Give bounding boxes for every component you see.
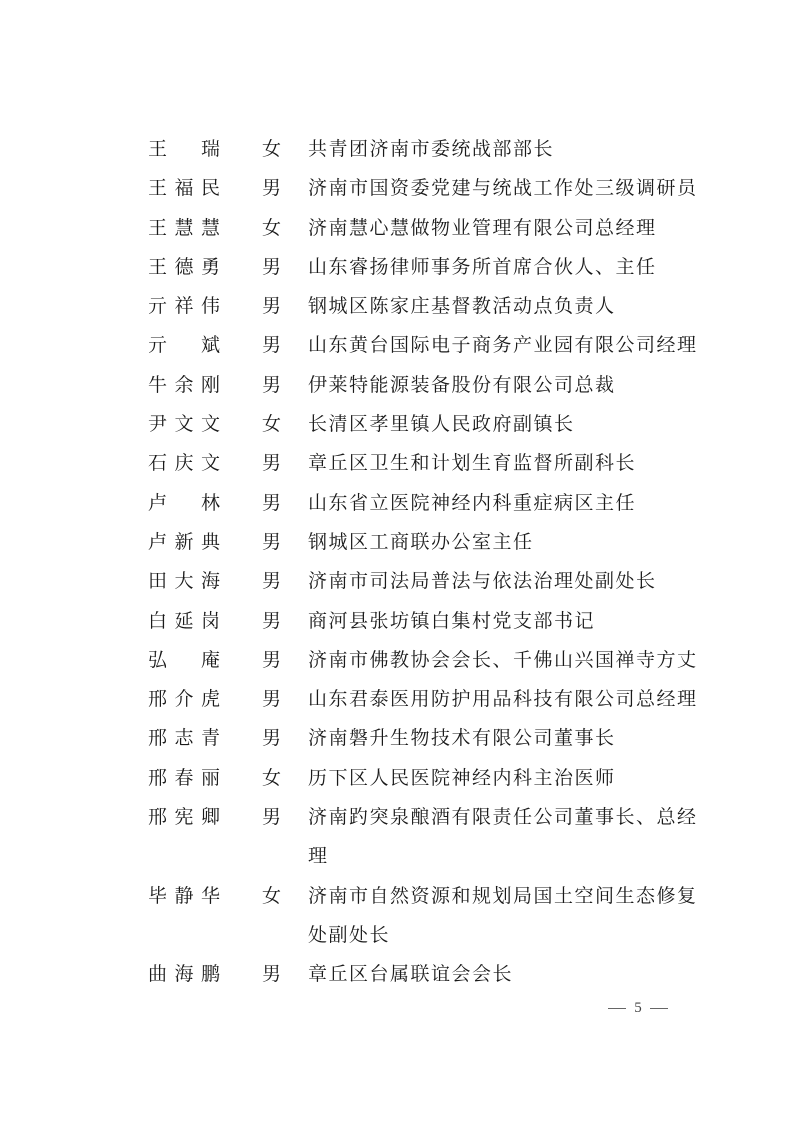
- member-name: [148, 326, 258, 365]
- member-name-char: 丽: [200, 766, 220, 789]
- member-name-char: 福: [174, 177, 194, 200]
- member-name-char: 斌: [200, 334, 220, 357]
- member-name-char: 卿: [200, 806, 220, 829]
- member-roster: [148, 130, 708, 995]
- page-number-dash-left: [608, 1008, 626, 1009]
- member-gender: 男: [262, 688, 282, 711]
- member-name: [148, 130, 258, 169]
- member-title: 山东睿扬律师事务所首席合伙人、主任: [308, 255, 657, 278]
- member-name: [148, 484, 258, 523]
- member-name: [148, 719, 258, 758]
- member-gender: 男: [262, 727, 282, 750]
- member-name: [148, 759, 258, 798]
- member-title: 济南磐升生物技术有限公司董事长: [308, 727, 616, 750]
- member-name-char: 余: [174, 373, 194, 396]
- roster-row: [148, 209, 708, 248]
- member-title: 山东君泰医用防护用品科技有限公司总经理: [308, 688, 698, 711]
- member-title: 山东黄台国际电子商务产业园有限公司经理: [308, 334, 698, 357]
- member-gender: 男: [262, 295, 282, 318]
- member-name-char: 尹: [148, 413, 168, 436]
- roster-row: [148, 130, 708, 169]
- member-name-char: 邢: [148, 688, 168, 711]
- member-name: [148, 287, 258, 326]
- member-gender: 男: [262, 491, 282, 514]
- member-name-char: 文: [200, 413, 220, 436]
- member-name: [148, 641, 258, 680]
- member-name-char: 石: [148, 452, 168, 475]
- member-name-char: 王: [148, 255, 168, 278]
- member-name-char: 王: [148, 216, 168, 239]
- member-name: [148, 562, 258, 601]
- member-title: 济南市自然资源和规划局国土空间生态修复处副处长: [308, 884, 698, 946]
- member-name-char: 慧: [174, 216, 194, 239]
- roster-row: [148, 287, 708, 326]
- roster-row: [148, 798, 708, 877]
- member-name-char: 曲: [148, 963, 168, 986]
- member-name-char: 大: [174, 570, 194, 593]
- roster-row: [148, 877, 708, 956]
- member-name-char: 岗: [200, 609, 220, 632]
- member-gender: 男: [262, 177, 282, 200]
- member-name-char: 邢: [148, 727, 168, 750]
- member-name-char: 虎: [200, 688, 220, 711]
- member-gender: 男: [262, 255, 282, 278]
- member-name-char: 林: [200, 491, 220, 514]
- member-name: [148, 523, 258, 562]
- member-gender: 女: [262, 884, 282, 907]
- member-name-char: 邢: [148, 806, 168, 829]
- member-name: [148, 248, 258, 287]
- member-name-char: 王: [148, 177, 168, 200]
- member-name-char: 青: [200, 727, 220, 750]
- member-gender: 男: [262, 609, 282, 632]
- roster-row: [148, 169, 708, 208]
- member-name-char: 祥: [174, 295, 194, 318]
- member-name-char: 介: [174, 688, 194, 711]
- member-name-char: 弘: [148, 648, 168, 671]
- member-name-char: 瑞: [200, 138, 220, 160]
- roster-row: [148, 405, 708, 444]
- member-name: [148, 798, 258, 837]
- member-gender: 女: [262, 216, 282, 239]
- member-name: [148, 169, 258, 208]
- member-name-char: 海: [174, 963, 194, 986]
- member-name-char: 新: [174, 530, 194, 553]
- member-name-char: 毕: [148, 884, 168, 907]
- member-gender: 女: [262, 413, 282, 436]
- member-name: [148, 366, 258, 405]
- member-gender: 男: [262, 334, 282, 357]
- roster-row: [148, 366, 708, 405]
- member-title: 长清区孝里镇人民政府副镇长: [308, 413, 575, 436]
- member-name-char: 民: [200, 177, 220, 200]
- member-name-char: 勇: [200, 255, 220, 278]
- member-name-char: 海: [200, 570, 220, 593]
- roster-row: [148, 248, 708, 287]
- member-gender: 男: [262, 452, 282, 475]
- member-name-char: 延: [174, 609, 194, 632]
- member-gender: 男: [262, 806, 282, 829]
- roster-row: [148, 523, 708, 562]
- member-gender: 男: [262, 373, 282, 396]
- member-name-char: 田: [148, 570, 168, 593]
- member-title: 济南趵突泉酿酒有限责任公司董事长、总经理: [308, 806, 698, 868]
- member-name-char: 庆: [174, 452, 194, 475]
- member-title: 章丘区台属联谊会会长: [308, 963, 514, 986]
- member-name-char: 亓: [148, 295, 168, 318]
- member-title: 章丘区卫生和计划生育监督所副科长: [308, 452, 637, 475]
- member-name-char: 王: [148, 138, 168, 160]
- member-name: [148, 405, 258, 444]
- member-name-char: 静: [174, 884, 194, 907]
- roster-row: [148, 641, 708, 680]
- roster-row: [148, 719, 708, 758]
- roster-row: [148, 562, 708, 601]
- member-name-char: 牛: [148, 373, 168, 396]
- member-name: [148, 602, 258, 641]
- member-name-char: 刚: [200, 373, 220, 396]
- member-name-char: 邢: [148, 766, 168, 789]
- member-title: 济南市司法局普法与依法治理处副处长: [308, 570, 657, 593]
- member-name-char: 德: [174, 255, 194, 278]
- member-name-char: 春: [174, 766, 194, 789]
- member-name-char: 鹏: [200, 963, 220, 986]
- page-number-value: 5: [634, 1000, 642, 1016]
- member-title: 济南市佛教协会会长、千佛山兴国禅寺方丈: [308, 648, 698, 671]
- member-name-char: 卢: [148, 530, 168, 553]
- member-name-char: 华: [200, 884, 220, 907]
- member-gender: 男: [262, 570, 282, 593]
- member-title: 伊莱特能源装备股份有限公司总裁: [308, 373, 616, 396]
- member-name-char: 慧: [200, 216, 220, 239]
- member-gender: 男: [262, 530, 282, 553]
- member-gender: 女: [262, 138, 282, 160]
- roster-row: [148, 680, 708, 719]
- member-name-char: 伟: [200, 295, 220, 318]
- member-gender: 女: [262, 766, 282, 789]
- member-title: 济南慧心慧做物业管理有限公司总经理: [308, 216, 657, 239]
- member-title: 商河县张坊镇白集村党支部书记: [308, 609, 596, 632]
- member-title: 山东省立医院神经内科重症病区主任: [308, 491, 637, 514]
- member-name-char: 白: [148, 609, 168, 632]
- roster-row: [148, 602, 708, 641]
- member-name-char: 庵: [200, 648, 220, 671]
- member-title: 共青团济南市委统战部部长: [308, 138, 555, 160]
- member-name: [148, 680, 258, 719]
- member-name: [148, 877, 258, 916]
- member-name-char: 文: [200, 452, 220, 475]
- member-name-char: 卢: [148, 491, 168, 514]
- member-title: 历下区人民医院神经内科主治医师: [308, 766, 616, 789]
- member-title: 钢城区陈家庄基督教活动点负责人: [308, 295, 616, 318]
- member-title: 济南市国资委党建与统战工作处三级调研员: [308, 177, 698, 200]
- member-name-char: 文: [174, 413, 194, 436]
- member-gender: 男: [262, 648, 282, 671]
- member-name-char: 宪: [174, 806, 194, 829]
- page-number-dash-right: [650, 1008, 668, 1009]
- roster-row: [148, 955, 708, 994]
- roster-row: [148, 444, 708, 483]
- member-title: 钢城区工商联办公室主任: [308, 530, 534, 553]
- member-name: [148, 209, 258, 248]
- page-number: [598, 1000, 678, 1017]
- member-name: [148, 955, 258, 994]
- roster-row: [148, 484, 708, 523]
- member-name-char: 典: [200, 530, 220, 553]
- member-gender: 男: [262, 963, 282, 986]
- member-name-char: 亓: [148, 334, 168, 357]
- member-name: [148, 444, 258, 483]
- roster-row: [148, 759, 708, 798]
- member-name-char: 志: [174, 727, 194, 750]
- roster-row: [148, 326, 708, 365]
